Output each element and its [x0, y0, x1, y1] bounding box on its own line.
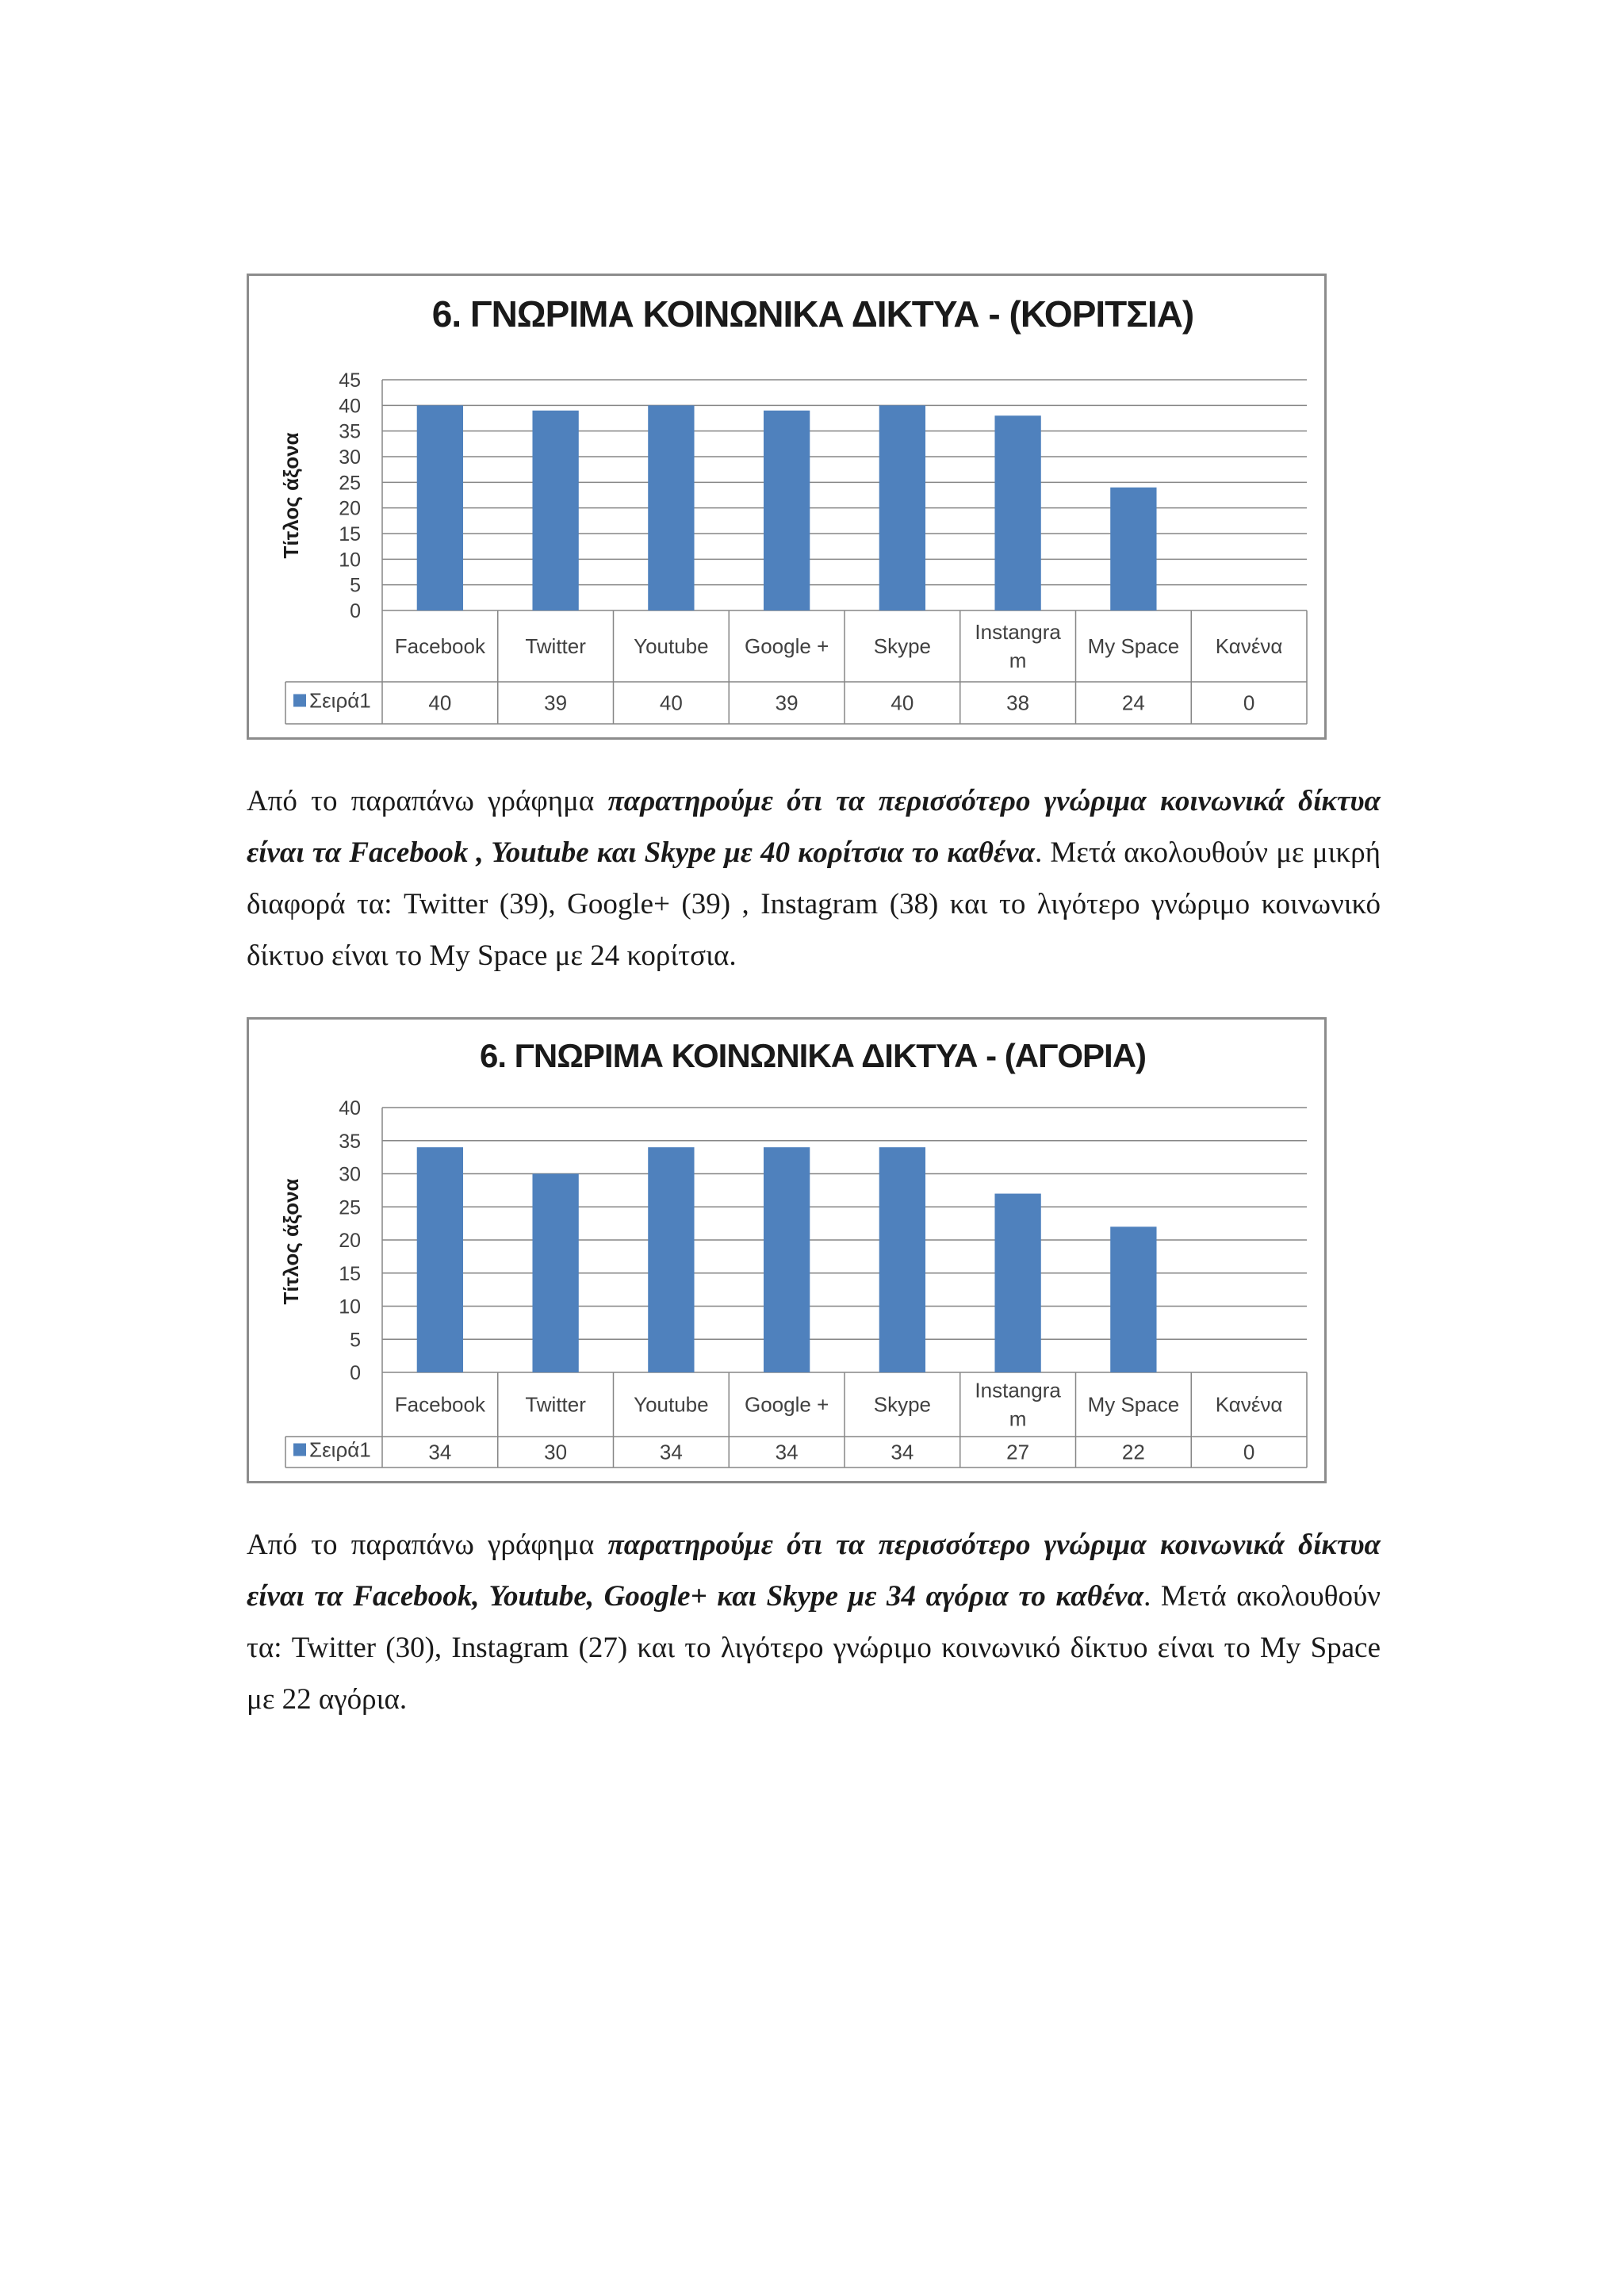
data-table-value: 30: [544, 1440, 568, 1464]
data-table-value: 38: [1006, 691, 1030, 715]
y-tick-label: 15: [339, 1262, 361, 1285]
bar-6: [994, 415, 1040, 610]
category-label: Google +: [745, 634, 829, 658]
y-axis-title: Τίτλος άξονα: [279, 1178, 303, 1305]
legend-swatch: [293, 695, 306, 707]
chart-title: 6. ΓΝΩΡΙΜΑ ΚΟΙΝΩΝΙΚΑ ΔΙΚΤΥΑ - (ΑΓΟΡΙΑ): [479, 1037, 1147, 1074]
data-table-value: 27: [1006, 1440, 1030, 1464]
category-label: Twitter: [525, 634, 586, 658]
data-table-value: 0: [1243, 1440, 1255, 1464]
y-tick-label: 25: [339, 472, 361, 495]
data-table-value: 24: [1121, 691, 1145, 715]
y-tick-label: 5: [350, 574, 361, 597]
bar-4: [764, 411, 810, 610]
paragraph-boys-emphasis: παρατηρούμε ότι τα περισσότερο γνώριμα κοινωνικά δίκτυα είναι τα Facebook, Youtube, Google+ και Skype με 34 αγόρια το καθένα: [247, 1529, 1381, 1613]
chart-title: 6. ΓΝΩΡΙΜΑ ΚΟΙΝΩΝΙΚΑ ΔΙΚΤΥΑ - (ΚΟΡΙΤΣΙΑ): [431, 293, 1194, 335]
bar-5: [879, 405, 925, 610]
y-tick-label: 5: [350, 1329, 361, 1352]
bar-3: [648, 1147, 694, 1372]
paragraph-boys-text-start: Από το παραπάνω γράφημα: [247, 1529, 608, 1561]
category-label: Facebook: [394, 634, 485, 658]
category-label: Instangra: [975, 620, 1061, 644]
bar-chart-girls: [249, 276, 1324, 737]
y-tick-label: 10: [339, 1295, 361, 1318]
category-label: Twitter: [525, 1392, 586, 1417]
y-tick-label: 0: [350, 600, 361, 622]
legend-label: Σειρά1: [309, 1437, 371, 1462]
bar-2: [532, 411, 578, 610]
category-label: Κανένα: [1215, 1392, 1283, 1417]
category-label: Google +: [745, 1392, 829, 1417]
bar-1: [417, 1147, 463, 1372]
data-table-value: 34: [891, 1440, 914, 1464]
data-table-value: 39: [775, 691, 799, 715]
data-table-value: 34: [775, 1440, 799, 1464]
category-label-wrap: m: [1009, 649, 1027, 672]
category-label: Skype: [873, 634, 932, 658]
y-tick-label: 15: [339, 523, 361, 545]
bar-5: [879, 1147, 925, 1372]
bar-7: [1110, 488, 1156, 610]
chart-girls: [247, 274, 1327, 740]
category-label: My Space: [1087, 1392, 1180, 1417]
y-tick-label: 30: [339, 446, 361, 469]
y-tick-label: 30: [339, 1163, 361, 1186]
y-tick-label: 35: [339, 420, 361, 443]
y-tick-label: 25: [339, 1196, 361, 1219]
y-tick-label: 35: [339, 1130, 361, 1153]
y-tick-label: 40: [339, 1097, 361, 1119]
y-tick-label: 10: [339, 549, 361, 572]
legend-label: Σειρά1: [309, 688, 371, 713]
paragraph-boys-text-end: . Μετά ακολουθούν τα: Twitter (30), Instagram (27) και το λιγότερο γνώριμο κοινωνικό δίκτυο είναι το My Space με 22 αγόρια.: [247, 1580, 1381, 1716]
data-table-value: 40: [891, 691, 914, 715]
data-table-value: 40: [659, 691, 683, 715]
category-label: Facebook: [394, 1392, 485, 1417]
paragraph-girls-emphasis: παρατηρούμε ότι τα περισσότερο γνώριμα κοινωνικά δίκτυα είναι τα Facebook , Youtube και Skype με 40 κορίτσια το καθένα: [247, 785, 1381, 869]
data-table-value: 0: [1243, 691, 1255, 715]
category-label-wrap: m: [1009, 1406, 1027, 1431]
category-label: Skype: [873, 1392, 932, 1417]
category-label: Κανένα: [1215, 634, 1283, 658]
bar-3: [648, 405, 694, 610]
paragraph-boys: [247, 1519, 1381, 1725]
bar-7: [1110, 1226, 1156, 1372]
paragraph-girls-text-end: . Μετά ακολουθούν με μικρή διαφορά τα: Twitter (39), Google+ (39) , Instagram (38) και το λιγότερο γνώριμο κοινωνικό δίκτυο είναι το My Space με 24 κορίτσια.: [247, 836, 1381, 972]
y-tick-label: 40: [339, 395, 361, 418]
paragraph-girls-text-start: Από το παραπάνω γράφημα: [247, 785, 608, 817]
bar-4: [764, 1147, 810, 1372]
y-tick-label: 20: [339, 1230, 361, 1252]
category-label: My Space: [1087, 634, 1180, 658]
bar-6: [994, 1194, 1040, 1372]
y-tick-label: 0: [350, 1362, 361, 1384]
bar-1: [417, 405, 463, 610]
y-tick-label: 45: [339, 369, 361, 392]
legend-swatch: [293, 1444, 306, 1456]
y-axis-title: Τίτλος άξονα: [279, 432, 303, 559]
data-table-value: 22: [1121, 1440, 1145, 1464]
paragraph-girls: [247, 775, 1381, 982]
data-table-value: 39: [544, 691, 568, 715]
category-label: Youtube: [634, 634, 709, 658]
bar-chart-boys: [249, 1020, 1324, 1481]
category-label: Youtube: [634, 1392, 709, 1417]
bar-2: [532, 1174, 578, 1373]
data-table-value: 34: [659, 1440, 683, 1464]
chart-boys: [247, 1017, 1327, 1483]
data-table-value: 40: [428, 691, 452, 715]
data-table-value: 34: [428, 1440, 452, 1464]
y-tick-label: 20: [339, 497, 361, 520]
category-label: Instangra: [975, 1378, 1061, 1402]
